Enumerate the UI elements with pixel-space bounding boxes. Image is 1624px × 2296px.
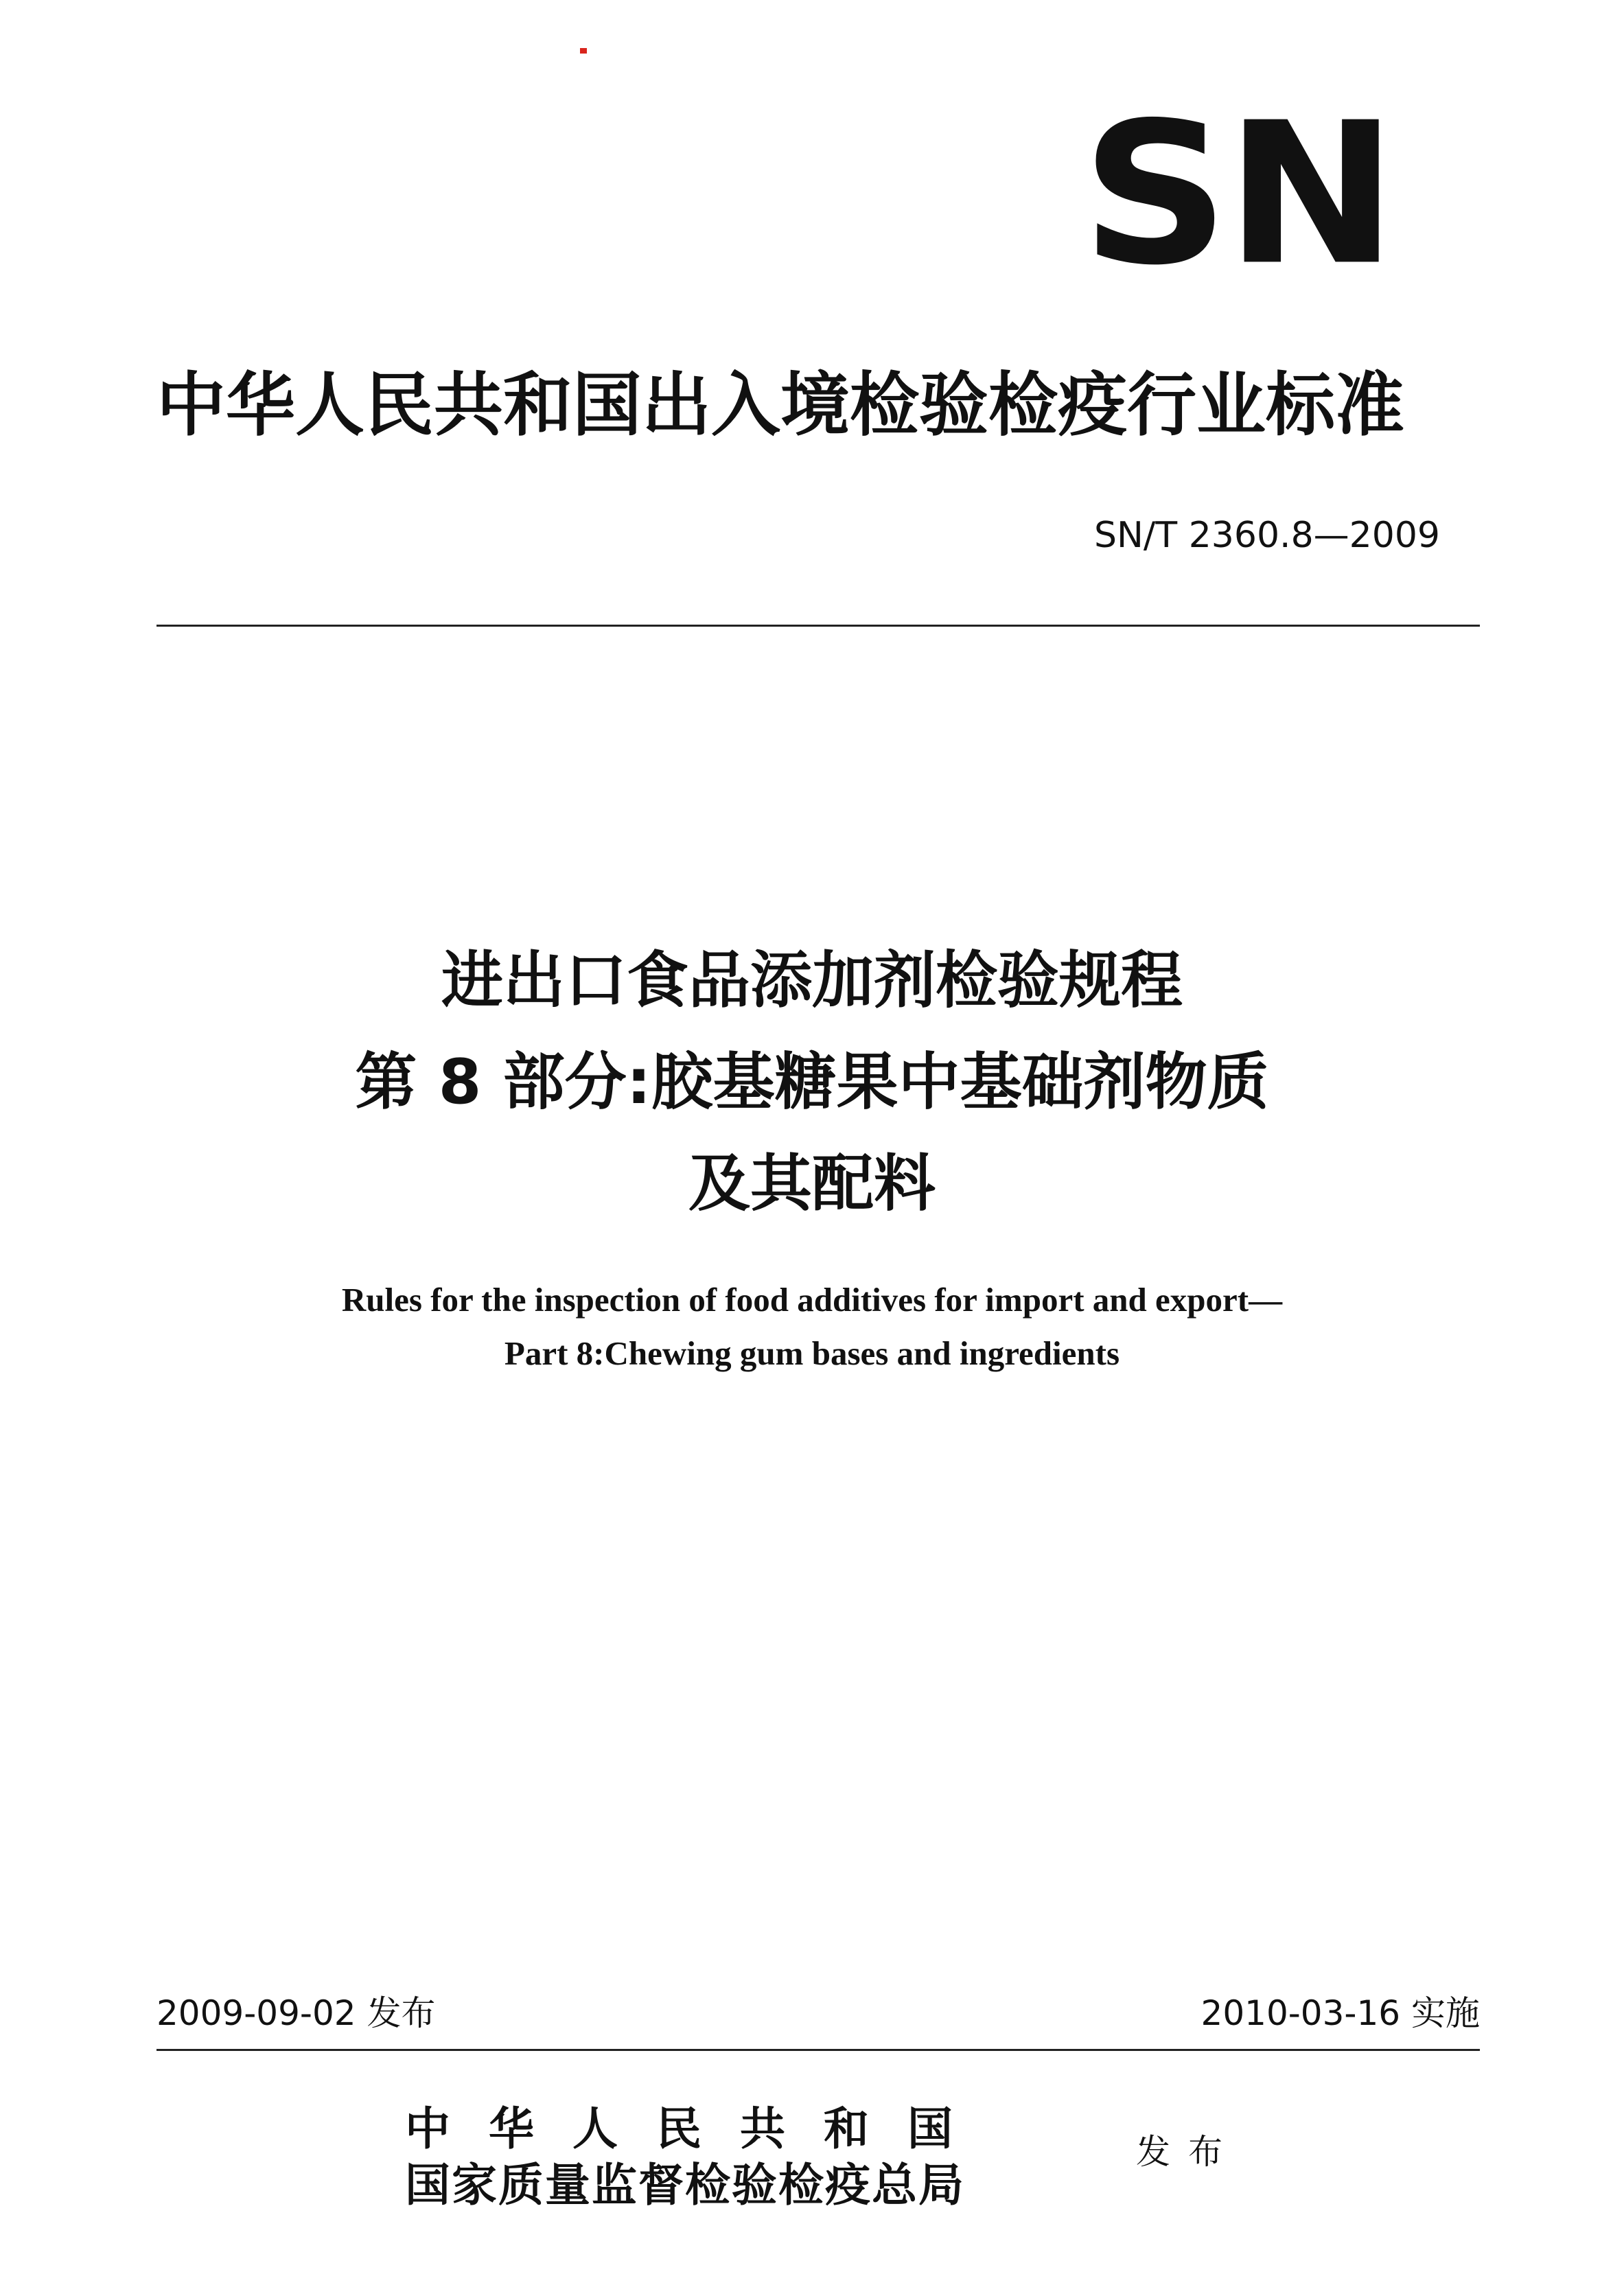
implementation-date: 2010-03-16 实施 [1200,1993,1480,2033]
chinese-title-line-2: 第 8 部分:胶基糖果中基础剂物质 [355,1046,1269,1118]
english-title [0,1273,1624,1380]
top-divider [156,625,1480,627]
red-mark [580,48,587,54]
chinese-title-line-3: 及其配料 [688,1148,936,1220]
issue-date: 2009-09-02 发布 [156,1993,436,2033]
sn-logo: SN [1081,80,1394,308]
issuer-prc: 中华人民共和国 [405,2102,991,2155]
issuer-aqsiq: 国家质量监督检验检疫总局 [405,2158,965,2212]
chinese-title [0,930,1624,1235]
english-title-line-2: Part 8:Chewing gum bases and ingredients [504,1334,1120,1372]
standard-number: SN/T 2360.8—2009 [1093,515,1440,556]
bottom-divider [156,2049,1480,2051]
chinese-title-line-1: 进出口食品添加剂检验规程 [441,944,1183,1017]
issuing-authorities [405,2100,991,2213]
publish-label: 发布 [1136,2132,1240,2172]
english-title-line-1: Rules for the inspection of food additives for import and export— [341,1281,1283,1319]
industry-standard-title: 中华人民共和国出入境检验检疫行业标准 [156,364,1405,445]
